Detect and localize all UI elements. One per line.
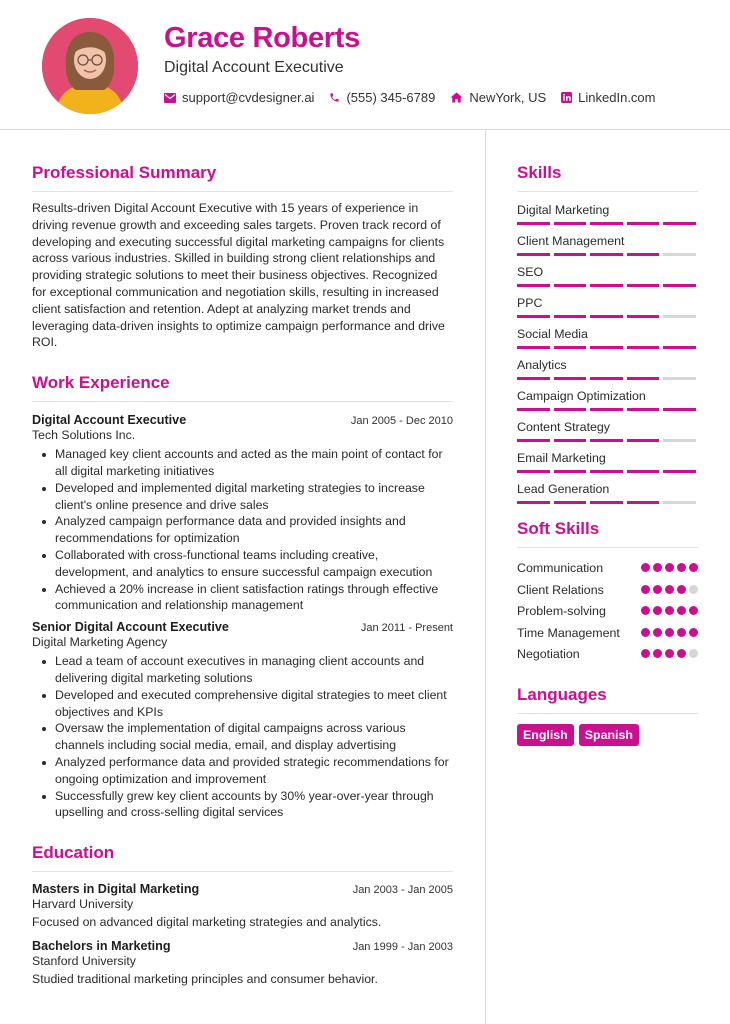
- skills-section: [517, 163, 698, 504]
- skill-name: Content Strategy: [517, 420, 610, 434]
- job-date: Jan 2005 - Dec 2010: [350, 415, 453, 428]
- rating-dot: [689, 563, 698, 572]
- summary-text: Results-driven Digital Account Executive with 15 years of experience in driving revenue growth and exceeding sales targets. Proven track record of developing and executing successful digital marketing campaigns for clients across various industries. Skilled in building strong client relationships and providing strategic solutions to meet their business objectives. Recognized for exceptional communication and negotiation skills, resulting in increased client satisfaction and retention. Adept at analyzing market trends and leveraging data-driven insights to optimize campaign performance and drive ROI.: [32, 201, 445, 350]
- skill-level-segment: [590, 470, 623, 473]
- skill-item: [517, 327, 698, 349]
- rating-dot: [653, 649, 662, 658]
- rating-dot: [641, 585, 650, 594]
- skill-level-segment: [627, 377, 660, 380]
- email-text: support@cvdesigner.ai: [182, 90, 315, 105]
- skill-item: [517, 203, 698, 225]
- skills-list: [517, 203, 698, 504]
- rating-dot: [653, 628, 662, 637]
- skill-item: [517, 296, 698, 318]
- location-text: NewYork, US: [469, 90, 547, 105]
- job-bullet: Achieved a 20% increase in client satisfaction ratings through effective communication and relationship management: [32, 581, 453, 615]
- rating-dot: [689, 628, 698, 637]
- skill-level-segment: [590, 284, 623, 287]
- skill-level-segment: [663, 284, 696, 287]
- skill-level-segment: [627, 439, 660, 442]
- skill-level-bar: [517, 284, 698, 287]
- soft-skill-rating: [641, 646, 698, 658]
- phone-text: (555) 345-6789: [346, 90, 436, 105]
- linkedin-icon: [561, 92, 572, 103]
- skill-level-segment: [590, 253, 623, 256]
- rating-dot: [641, 628, 650, 637]
- skill-level-segment: [663, 346, 696, 349]
- resume-header: [0, 0, 730, 130]
- skill-level-segment: [554, 501, 587, 504]
- rating-dot: [653, 585, 662, 594]
- skill-item: [517, 389, 698, 411]
- skill-item: [517, 234, 698, 256]
- rating-dot: [641, 563, 650, 572]
- languages-heading: Languages: [517, 685, 698, 714]
- education-desc: Studied traditional marketing principles and consumer behavior.: [32, 971, 378, 986]
- skill-item: [517, 420, 698, 442]
- skill-level-segment: [590, 501, 623, 504]
- skill-level-segment: [517, 408, 550, 411]
- soft-skill-item: [517, 603, 698, 620]
- skill-level-segment: [663, 439, 696, 442]
- linkedin-text: LinkedIn.com: [578, 90, 656, 105]
- education-heading: Education: [32, 843, 453, 872]
- experience-heading: Work Experience: [32, 373, 453, 402]
- rating-dot: [641, 606, 650, 615]
- soft-skill-name: Negotiation: [517, 647, 580, 661]
- job-bullet: Oversaw the implementation of digital campaigns across various channels including social media, email, and display advertising: [32, 720, 453, 754]
- education-entry: [32, 939, 453, 988]
- skill-level-segment: [627, 284, 660, 287]
- skill-item: [517, 358, 698, 380]
- job-title: Digital Account Executive: [32, 413, 187, 428]
- job-bullet: Analyzed campaign performance data and provided insights and recommendations for optimization: [32, 513, 453, 547]
- languages-list: [517, 724, 698, 746]
- skill-level-segment: [663, 253, 696, 256]
- rating-dot: [665, 606, 674, 615]
- degree-title: Bachelors in Marketing: [32, 938, 171, 953]
- job-bullet: Successfully grew key client accounts by 30% year-over-year through upselling and cross-selling digital services: [32, 788, 453, 822]
- school-name: Harvard University: [32, 897, 134, 912]
- skill-level-segment: [517, 439, 550, 442]
- skill-name: Social Media: [517, 327, 588, 341]
- main-column: [32, 130, 453, 988]
- experience-section: [32, 373, 453, 821]
- rating-dot: [677, 628, 686, 637]
- skill-level-bar: [517, 315, 698, 318]
- skill-level-segment: [554, 346, 587, 349]
- job-entry: [32, 620, 453, 821]
- job-bullet: Lead a team of account executives in managing client accounts and delivering digital marketing solutions: [32, 653, 453, 687]
- skill-level-segment: [554, 253, 587, 256]
- skill-level-segment: [627, 408, 660, 411]
- education-date: Jan 1999 - Jan 2003: [352, 940, 453, 953]
- skill-level-segment: [590, 439, 623, 442]
- education-desc: Focused on advanced digital marketing strategies and analytics.: [32, 915, 382, 930]
- profile-photo: [42, 18, 138, 114]
- skill-name: Campaign Optimization: [517, 389, 646, 403]
- language-tag: Spanish: [579, 724, 639, 746]
- skill-name: Lead Generation: [517, 482, 610, 496]
- rating-dot: [653, 606, 662, 615]
- skill-level-segment: [517, 315, 550, 318]
- skill-level-segment: [590, 315, 623, 318]
- skill-level-bar: [517, 377, 698, 380]
- summary-heading: Professional Summary: [32, 163, 453, 192]
- skill-level-bar: [517, 222, 698, 225]
- skills-heading: Skills: [517, 163, 698, 192]
- profile-photo-illustration: [42, 18, 138, 114]
- phone-icon: [329, 92, 340, 103]
- job-bullet: Developed and implemented digital marketing strategies to increase client's online presence and drive sales: [32, 480, 453, 514]
- skill-level-bar: [517, 470, 698, 473]
- education-entry: [32, 882, 453, 931]
- soft-skill-name: Time Management: [517, 625, 620, 640]
- soft-skill-rating: [641, 582, 698, 594]
- job-bullet: Managed key client accounts and acted as the main point of contact for all digital marketing initiatives: [32, 446, 453, 480]
- job-company: Digital Marketing Agency: [32, 635, 168, 650]
- side-column: [517, 130, 698, 746]
- contact-location: [450, 90, 546, 105]
- skill-name: Analytics: [517, 358, 567, 372]
- job-company: Tech Solutions Inc.: [32, 428, 136, 443]
- skill-level-segment: [517, 470, 550, 473]
- contact-linkedin[interactable]: [561, 90, 655, 105]
- job-bullet: Collaborated with cross-functional teams including creative, development, and analytics to ensure successful campaign execution: [32, 547, 453, 581]
- soft-skill-item: [517, 646, 698, 663]
- skill-level-segment: [627, 501, 660, 504]
- skill-name: SEO: [517, 265, 544, 279]
- job-bullet: Developed and executed comprehensive digital strategies to meet client objectives and KPIs: [32, 687, 453, 721]
- skill-level-segment: [627, 222, 660, 225]
- skill-level-segment: [554, 315, 587, 318]
- soft-skill-item: [517, 560, 698, 577]
- skill-item: [517, 482, 698, 504]
- skill-level-segment: [554, 284, 587, 287]
- candidate-name: Grace Roberts: [164, 22, 360, 54]
- skill-level-segment: [627, 253, 660, 256]
- summary-section: [32, 163, 453, 351]
- skill-level-bar: [517, 501, 698, 504]
- job-title: Senior Digital Account Executive: [32, 620, 229, 635]
- soft-skill-name: Communication: [517, 561, 604, 575]
- language-tag: English: [517, 724, 574, 746]
- skill-level-segment: [554, 377, 587, 380]
- job-bullets: [32, 653, 453, 821]
- skill-level-bar: [517, 346, 698, 349]
- skill-level-segment: [663, 315, 696, 318]
- skill-level-segment: [590, 222, 623, 225]
- rating-dot: [689, 606, 698, 615]
- contact-phone[interactable]: [329, 90, 435, 105]
- skill-level-segment: [517, 222, 550, 225]
- rating-dot: [665, 649, 674, 658]
- rating-dot: [653, 563, 662, 572]
- job-bullet: Analyzed performance data and provided strategic recommendations for ongoing optimization and improvement: [32, 754, 453, 788]
- rating-dot: [689, 585, 698, 594]
- skill-level-segment: [663, 470, 696, 473]
- soft-skills-section: [517, 519, 698, 663]
- rating-dot: [641, 649, 650, 658]
- job-bullets: [32, 446, 453, 614]
- skill-level-segment: [627, 470, 660, 473]
- skill-level-segment: [590, 408, 623, 411]
- skill-item: [517, 265, 698, 287]
- rating-dot: [665, 585, 674, 594]
- skill-level-segment: [517, 346, 550, 349]
- soft-skill-name: Problem-solving: [517, 604, 606, 618]
- skill-name: Email Marketing: [517, 451, 606, 465]
- skill-level-segment: [554, 439, 587, 442]
- soft-skills-list: [517, 560, 698, 663]
- job-date: Jan 2011 - Present: [360, 622, 453, 635]
- rating-dot: [665, 563, 674, 572]
- soft-skills-heading: Soft Skills: [517, 519, 698, 548]
- education-section: [32, 843, 453, 988]
- home-icon: [450, 92, 463, 103]
- rating-dot: [677, 649, 686, 658]
- school-name: Stanford University: [32, 953, 136, 968]
- rating-dot: [665, 628, 674, 637]
- skill-level-segment: [663, 377, 696, 380]
- column-divider: [485, 130, 486, 1024]
- rating-dot: [677, 563, 686, 572]
- skill-level-segment: [663, 501, 696, 504]
- candidate-title: Digital Account Executive: [164, 59, 344, 76]
- skill-name: Digital Marketing: [517, 203, 610, 217]
- contact-bar: [164, 90, 671, 105]
- degree-title: Masters in Digital Marketing: [32, 882, 200, 897]
- skill-level-bar: [517, 253, 698, 256]
- skill-level-segment: [554, 470, 587, 473]
- skill-level-segment: [517, 377, 550, 380]
- soft-skill-rating: [641, 560, 698, 572]
- job-entry: [32, 413, 453, 614]
- skill-level-bar: [517, 439, 698, 442]
- soft-skill-rating: [641, 603, 698, 615]
- envelope-icon: [164, 93, 176, 103]
- soft-skill-rating: [641, 625, 698, 637]
- skill-item: [517, 451, 698, 473]
- soft-skill-item: [517, 582, 698, 599]
- languages-section: [517, 685, 698, 746]
- skill-level-segment: [663, 222, 696, 225]
- skill-level-bar: [517, 408, 698, 411]
- skill-name: PPC: [517, 296, 543, 310]
- rating-dot: [677, 606, 686, 615]
- soft-skill-name: Client Relations: [517, 582, 604, 597]
- skill-level-segment: [590, 346, 623, 349]
- skill-level-segment: [554, 222, 587, 225]
- rating-dot: [677, 585, 686, 594]
- skill-level-segment: [517, 501, 550, 504]
- contact-email[interactable]: [164, 90, 314, 105]
- skill-level-segment: [663, 408, 696, 411]
- skill-level-segment: [517, 253, 550, 256]
- skill-name: Client Management: [517, 234, 625, 248]
- skill-level-segment: [627, 315, 660, 318]
- skill-level-segment: [517, 284, 550, 287]
- education-date: Jan 2003 - Jan 2005: [352, 884, 453, 897]
- skill-level-segment: [590, 377, 623, 380]
- skill-level-segment: [554, 408, 587, 411]
- skill-level-segment: [627, 346, 660, 349]
- rating-dot: [689, 649, 698, 658]
- soft-skill-item: [517, 625, 698, 642]
